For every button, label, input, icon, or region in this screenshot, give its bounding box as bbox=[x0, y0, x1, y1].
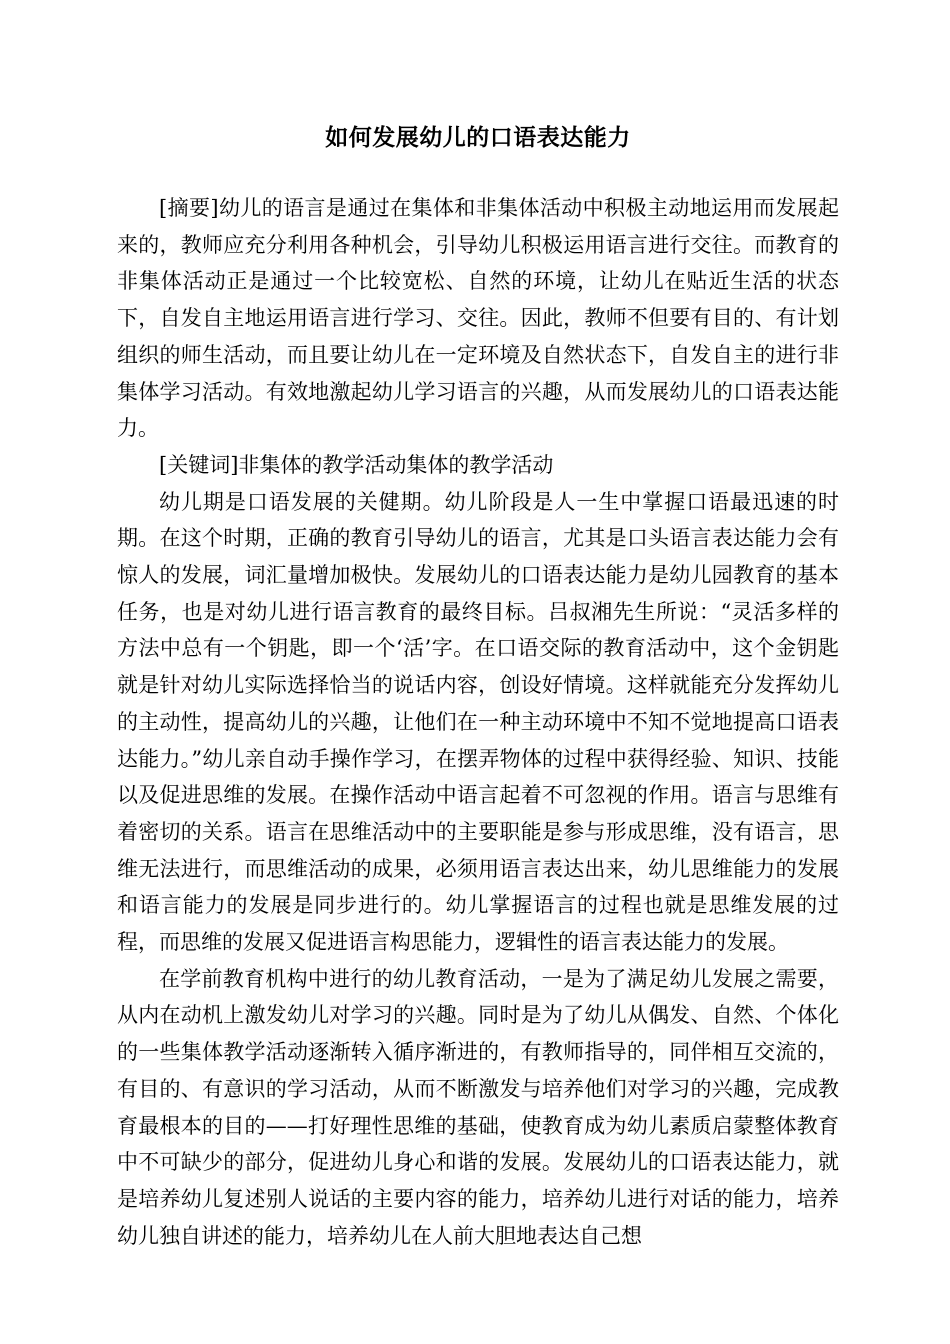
abstract-paragraph: [摘要]幼儿的语言是通过在集体和非集体活动中积极主动地运用而发展起来的，教师应充分利用各种机会，引导幼儿积极运用语言进行交往。而教育的非集体活动正是通过一个比较宽松、自然的环境，让幼儿在贴近生活的状态下，自发自主地运用语言进行学习、交往。因此，教师不但要有目的、有计划组织的师生活动，而且要让幼儿在一定环境及自然状态下，自发自主的进行非集体学习活动。有效地激起幼儿学习语言的兴趣，从而发展幼儿的口语表达能力。 bbox=[117, 196, 839, 441]
document-title: 如何发展幼儿的口语表达能力 bbox=[325, 124, 631, 151]
body-paragraph: 幼儿期是口语发展的关健期。幼儿阶段是人一生中掌握口语最迅速的时期。在这个时期，正确的教育引导幼儿的语言，尤其是口头语言表达能力会有惊人的发展，词汇量增加极快。发展幼儿的口语表达能力是幼儿园教育的基本任务，也是对幼儿进行语言教育的最终目标。吕叔湘先生所说：“灵活多样的方法中总有一个钥匙，即一个‘活’字。在口语交际的教育活动中，这个金钥匙就是针对幼儿实际选择恰当的说话内容，创设好情境。这样就能充分发挥幼儿的主动性，提高幼儿的兴趣，让他们在一种主动环境中不知不觉地提高口语表达能力。”幼儿亲自动手操作学习，在摆弄物体的过程中获得经验、知识、技能以及促进思维的发展。在操作活动中语言起着不可忽视的作用。语言与思维有着密切的关系。语言在思维活动中的主要职能是参与形成思维，没有语言，思维无法进行，而思维活动的成果，必须用语言表达出来，幼儿思维能力的发展和语言能力的发展是同步进行的。幼儿掌握语言的过程也就是思维发展的过程，而思维的发展又促进语言构思能力，逻辑性的语言表达能力的发展。 bbox=[117, 489, 839, 955]
document-body bbox=[117, 190, 839, 1254]
body-paragraph: 在学前教育机构中进行的幼儿教育活动，一是为了满足幼儿发展之需要，从内在动机上激发幼儿对学习的兴趣。同时是为了幼儿从偶发、自然、个体化的一些集体教学活动逐渐转入循序渐进的，有教师指导的，同伴相互交流的，有目的、有意识的学习活动，从而不断激发与培养他们对学习的兴趣，完成教育最根本的目的——打好理性思维的基础，使教育成为幼儿素质启蒙整体教育中不可缺少的部分，促进幼儿身心和谐的发展。发展幼儿的口语表达能力，就是培养幼儿复述别人说话的主要内容的能力，培养幼儿进行对话的能力，培养幼儿独自讲述的能力，培养幼儿在人前大胆地表达自己想 bbox=[117, 966, 839, 1248]
keywords-paragraph: [关键词]非集体的教学活动集体的教学活动 bbox=[159, 452, 554, 477]
